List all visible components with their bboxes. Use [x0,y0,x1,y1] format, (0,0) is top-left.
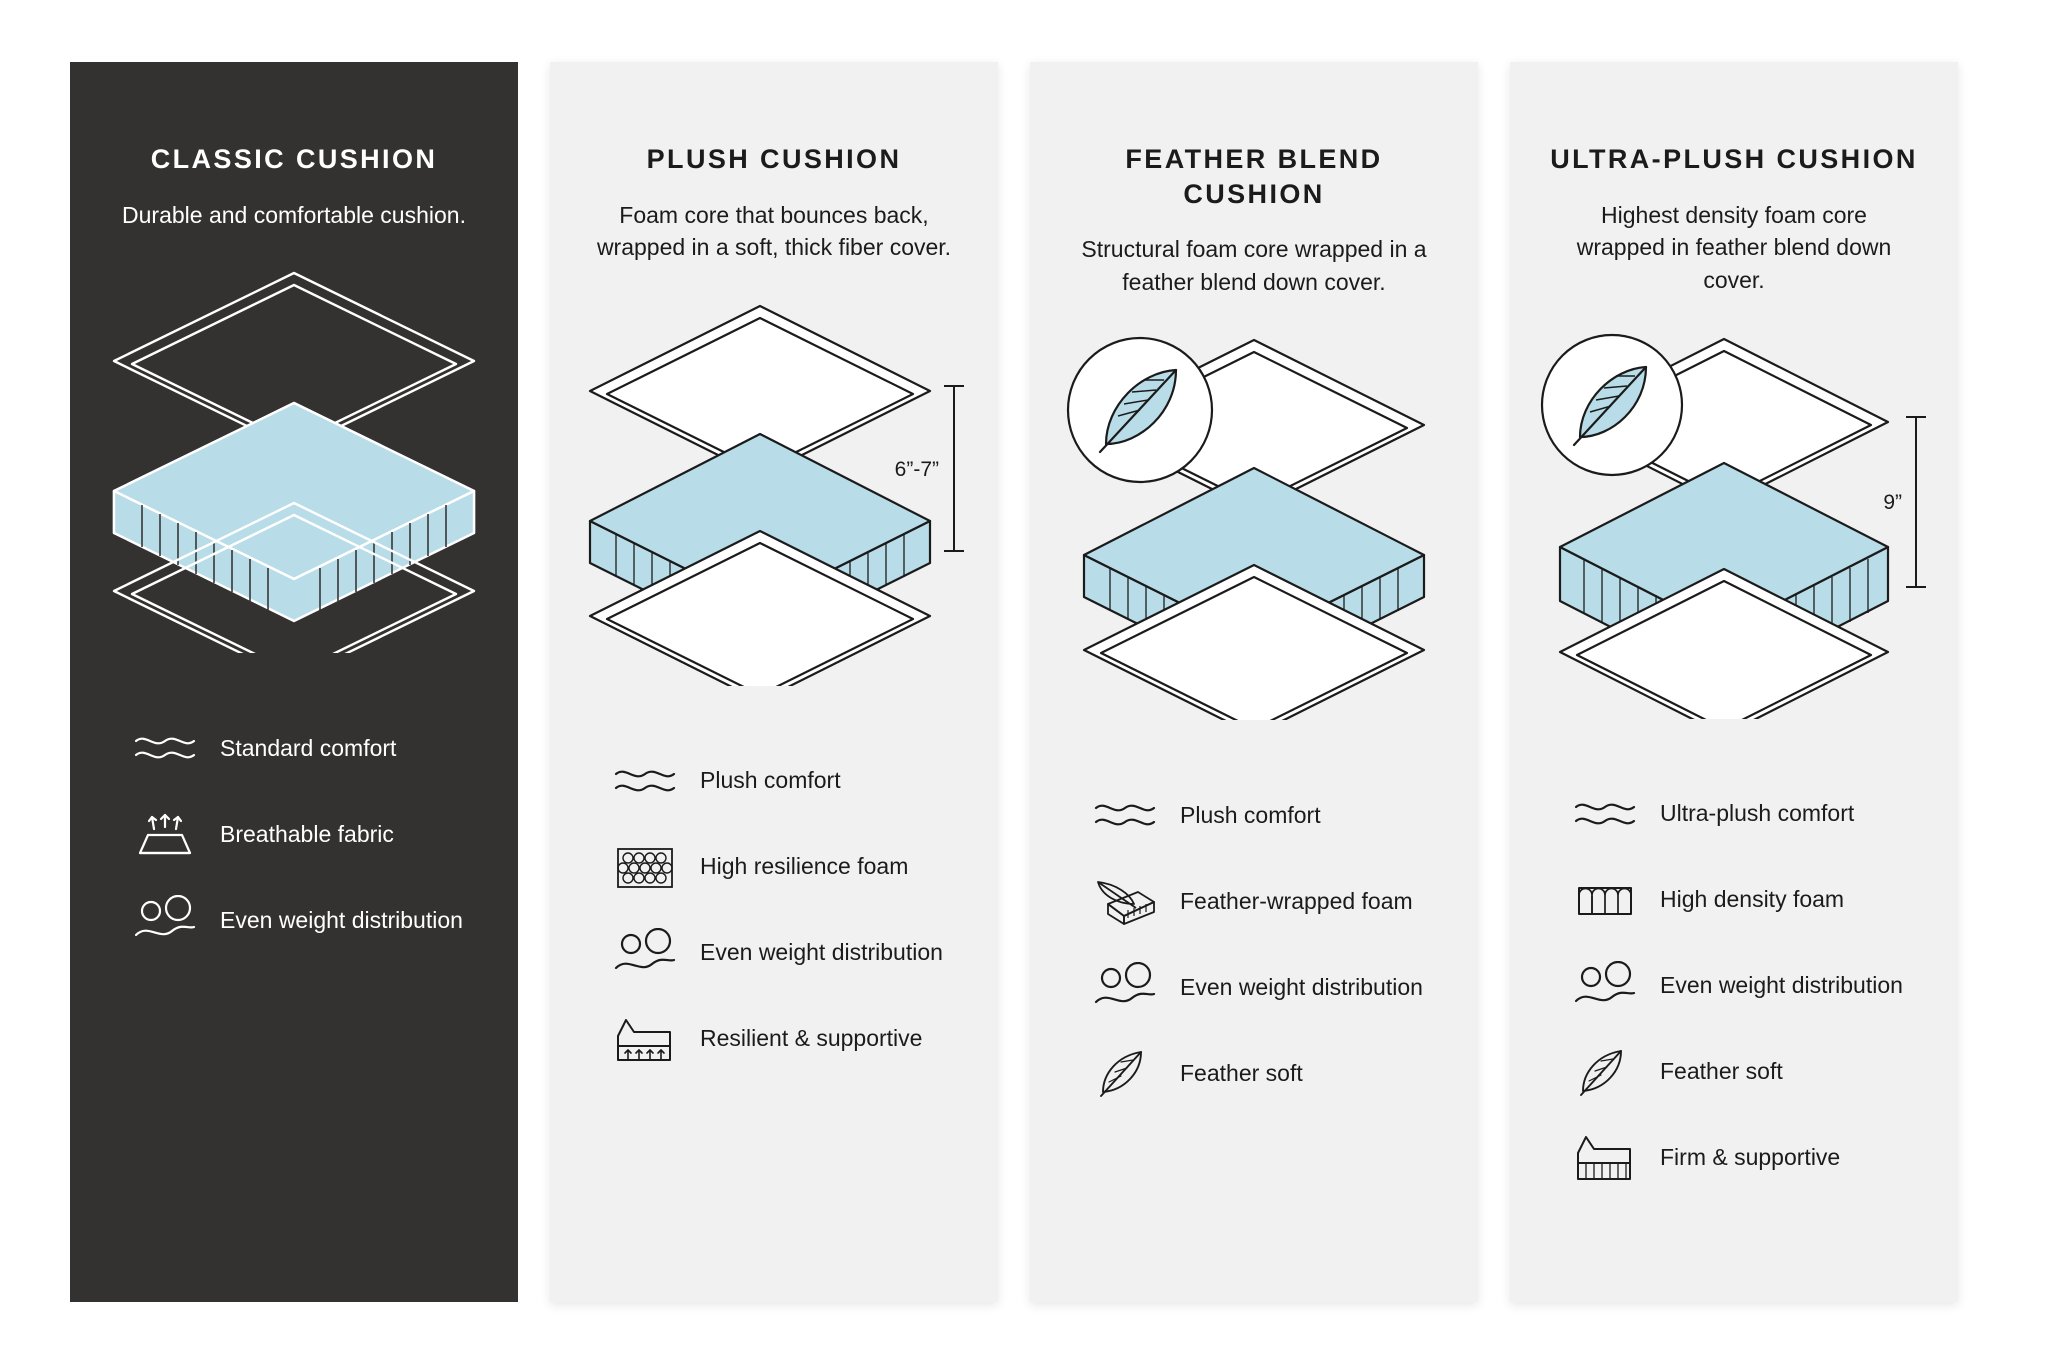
leaf-badge-icon [1068,338,1212,482]
feature-item [70,705,518,791]
feature-item [550,996,998,1082]
features-list [1030,750,1478,1116]
resilient-support-icon [606,1008,684,1070]
cushion-illustration-classic [70,253,518,683]
feature-item [1510,943,1958,1029]
feature-item [550,738,998,824]
feature-item [550,910,998,996]
feature-item [1030,858,1478,944]
feature-label: Breathable fabric [220,820,394,847]
card-plush-cushion[interactable] [550,62,998,1302]
feather-icon [1086,1042,1164,1104]
features-list [70,683,518,963]
dimension-label: 9” [1883,490,1902,514]
cushion-illustration-feather-blend [1030,320,1478,750]
card-ultra-plush-cushion[interactable] [1510,62,1958,1302]
high-density-foam-icon [1566,869,1644,931]
cushion-illustration-plush [550,286,998,716]
even-weight-distribution-icon [1566,955,1644,1017]
feature-label: Feather soft [1180,1059,1303,1086]
wave-lines-icon [1086,784,1164,846]
dimension-label: 6”-7” [894,457,939,481]
even-weight-distribution-icon [126,889,204,951]
feature-label: Ultra-plush comfort [1660,799,1855,826]
card-title: FEATHER BLEND CUSHION [1125,144,1383,209]
feature-item [1030,1030,1478,1116]
card-classic-cushion[interactable] [70,62,518,1302]
feature-label: High density foam [1660,885,1845,912]
features-list [1510,749,1958,1201]
card-title: ULTRA-PLUSH CUSHION [1550,144,1918,174]
feature-label: Feather-wrapped foam [1180,887,1413,914]
feature-label: Plush comfort [1180,801,1321,828]
exploded-cushion-diagram [84,253,504,653]
wave-lines-icon [1566,783,1644,845]
leaf-badge-icon [1542,335,1682,475]
feature-label: Even weight distribution [220,906,463,933]
cushion-illustration-ultra-plush [1510,319,1958,749]
exploded-cushion-diagram [564,286,984,686]
card-feather-blend-cushion[interactable] [1030,62,1478,1302]
feature-label: Resilient & supportive [700,1025,923,1052]
card-title: PLUSH CUSHION [646,144,902,174]
card-description: Durable and comfortable cushion. [122,201,466,228]
feature-item [1030,944,1478,1030]
card-description: Highest density foam core wrapped in feather blend down cover. [1576,201,1892,293]
feature-item [1030,772,1478,858]
feather-icon [1566,1041,1644,1103]
firm-support-icon [1566,1127,1644,1189]
exploded-cushion-diagram [1044,320,1464,720]
feature-label: Even weight distribution [700,939,943,966]
feature-label: Standard comfort [220,734,397,761]
card-description: Structural foam core wrapped in a feather blend down cover. [1081,236,1427,295]
honeycomb-foam-icon [606,836,684,898]
feature-item [70,791,518,877]
exploded-cushion-diagram [1524,319,1944,719]
feature-item [1510,1029,1958,1115]
card-title: CLASSIC CUSHION [150,144,438,174]
even-weight-distribution-icon [606,922,684,984]
feather-wrapped-foam-icon [1086,870,1164,932]
feature-item [70,877,518,963]
features-list [550,716,998,1082]
feature-label: Plush comfort [700,767,841,794]
feature-item [1510,771,1958,857]
wave-lines-icon [606,750,684,812]
feature-item [1510,1115,1958,1201]
feature-label: Firm & supportive [1660,1143,1841,1170]
card-description: Foam core that bounces back, wrapped in a soft, thick fiber cover. [596,201,952,261]
feature-label: Even weight distribution [1180,973,1423,1000]
even-weight-distribution-icon [1086,956,1164,1018]
feature-label: High resilience foam [700,853,909,880]
feature-item [1510,857,1958,943]
feature-item [550,824,998,910]
feature-label: Even weight distribution [1660,971,1903,998]
breathable-fabric-icon [126,803,204,865]
wave-lines-icon [126,717,204,779]
feature-label: Feather soft [1660,1057,1783,1084]
